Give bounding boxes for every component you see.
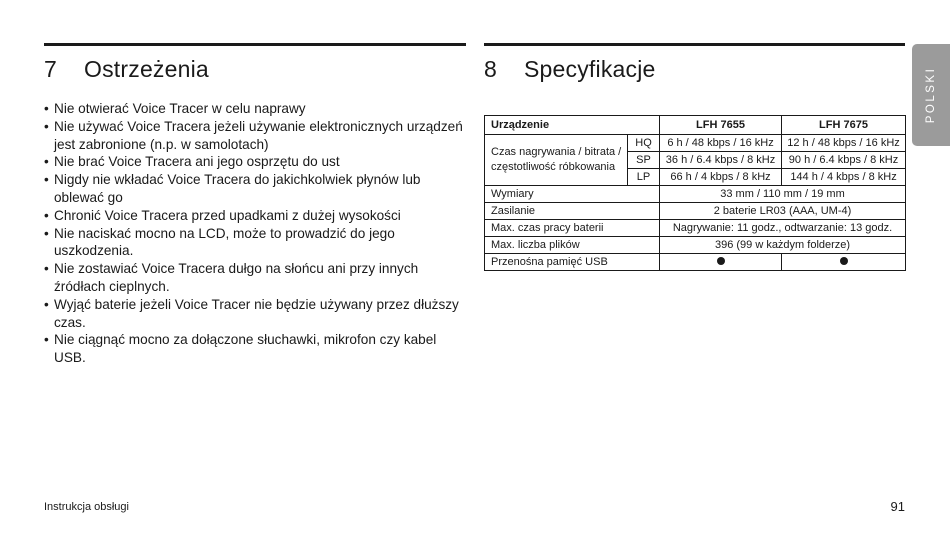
warnings-section-title: Ostrzeżenia (84, 56, 209, 82)
sp-value-7655: 36 h / 6.4 kbps / 8 kHz (660, 152, 782, 169)
table-row (485, 135, 906, 152)
specs-section-number: 8 (484, 56, 497, 82)
lp-value-7675: 144 h / 4 kbps / 8 kHz (782, 169, 906, 186)
table-row (485, 237, 906, 254)
warning-item: • Nie ciągnąć mocno za dołączone słuchawki, mikrofon czy kabel USB. (44, 331, 469, 367)
sp-value-7675: 90 h / 6.4 kbps / 8 kHz (782, 152, 906, 169)
table-row (485, 220, 906, 237)
footer-manual-title: Instrukcja obsługi (44, 501, 129, 513)
specs-heading (484, 56, 656, 83)
lp-value-7655: 66 h / 4 kbps / 8 kHz (660, 169, 782, 186)
max-files-label: Max. liczba plików (485, 237, 660, 254)
warning-item: • Nie używać Voice Tracera jeżeli używanie elektronicznych urządzeń jest zabronione (n.p. w samolotach) (44, 118, 469, 154)
header-model-7675: LFH 7675 (782, 116, 906, 135)
right-section-rule (484, 43, 905, 46)
power-value: 2 baterie LR03 (AAA, UM-4) (660, 203, 906, 220)
warnings-heading (44, 56, 209, 83)
dimensions-label: Wymiary (485, 186, 660, 203)
mode-sp: SP (628, 152, 660, 169)
battery-life-label: Max. czas pracy baterii (485, 220, 660, 237)
table-header-row (485, 116, 906, 135)
hq-value-7675: 12 h / 48 kbps / 16 kHz (782, 135, 906, 152)
warnings-section-number: 7 (44, 56, 57, 82)
usb-support-7655 (660, 254, 782, 271)
mode-lp: LP (628, 169, 660, 186)
language-tab (912, 44, 950, 146)
warning-item: • Chronić Voice Tracera przed upadkami z dużej wysokości (44, 207, 469, 225)
specs-section-title: Specyfikacje (524, 56, 656, 82)
table-row (485, 186, 906, 203)
warnings-list (44, 100, 469, 367)
filled-dot-icon (840, 257, 848, 265)
warning-item: • Nie otwierać Voice Tracer w celu naprawy (44, 100, 469, 118)
filled-dot-icon (717, 257, 725, 265)
battery-life-value: Nagrywanie: 11 godz., odtwarzanie: 13 godz. (660, 220, 906, 237)
max-files-value: 396 (99 w każdym folderze) (660, 237, 906, 254)
mode-hq: HQ (628, 135, 660, 152)
specifications-table (484, 115, 906, 271)
usb-support-7675 (782, 254, 906, 271)
page-number: 91 (890, 499, 905, 514)
recording-time-label: Czas nagrywania / bitrata / częstotliwość róbkowania (485, 135, 628, 186)
left-section-rule (44, 43, 466, 46)
table-row (485, 254, 906, 271)
header-device: Urządzenie (485, 116, 660, 135)
warning-item: • Nigdy nie wkładać Voice Tracera do jakichkolwiek płynów lub oblewać go (44, 171, 469, 207)
header-model-7655: LFH 7655 (660, 116, 782, 135)
usb-storage-label: Przenośna pamięć USB (485, 254, 660, 271)
warning-item: • Nie naciskać mocno na LCD, może to prowadzić do jego uszkodzenia. (44, 225, 469, 261)
dimensions-value: 33 mm / 110 mm / 19 mm (660, 186, 906, 203)
table-row (485, 203, 906, 220)
warning-item: • Nie brać Voice Tracera ani jego osprzętu do ust (44, 153, 469, 171)
power-label: Zasilanie (485, 203, 660, 220)
warning-item: • Wyjąć baterie jeżeli Voice Tracer nie będzie używany przez dłuższy czas. (44, 296, 469, 332)
warning-item: • Nie zostawiać Voice Tracera dułgo na słońcu ani przy innych źródłach cieplnych. (44, 260, 469, 296)
hq-value-7655: 6 h / 48 kbps / 16 kHz (660, 135, 782, 152)
language-tab-label: POLSKI (925, 66, 937, 124)
